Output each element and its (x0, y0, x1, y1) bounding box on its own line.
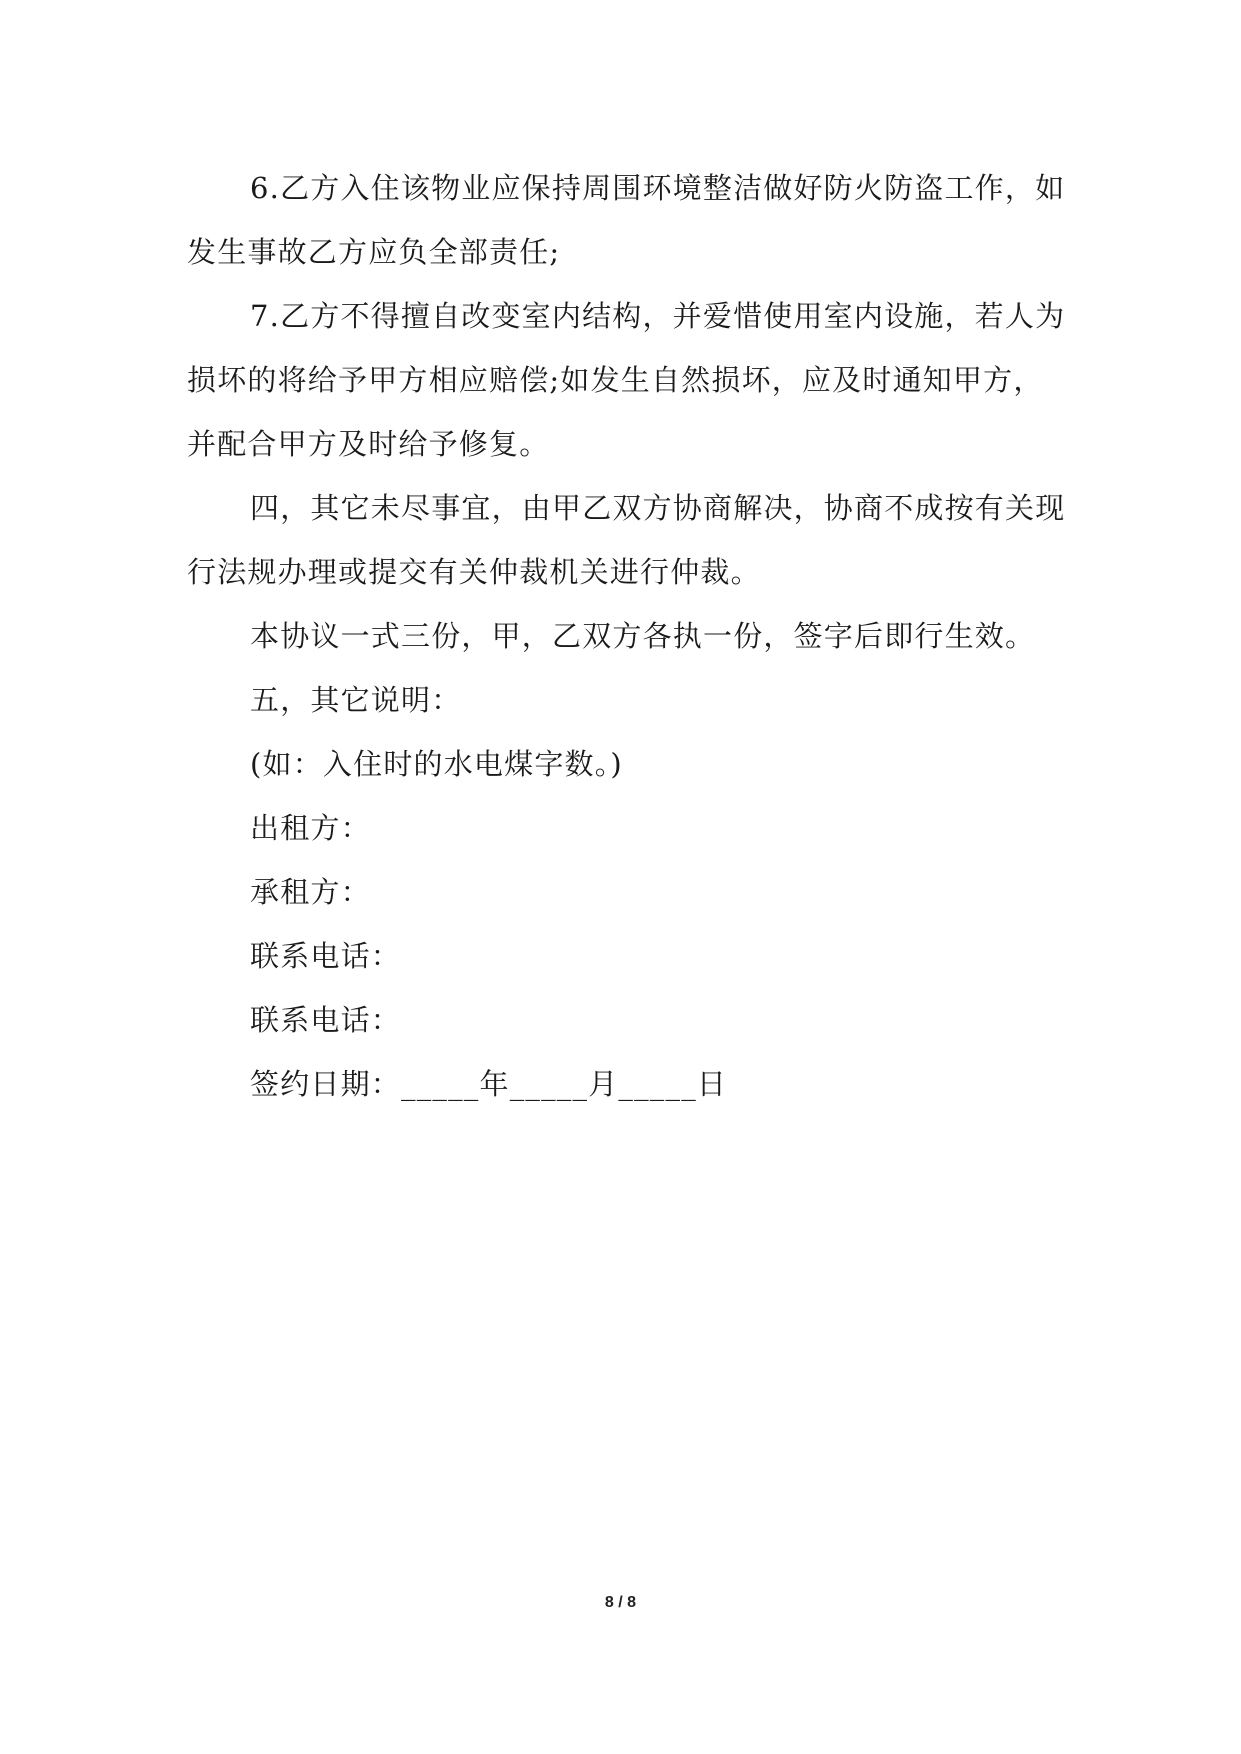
clause-6: 6.乙方入住该物业应保持周围环境整洁做好防火防盗工作，如发生事故乙方应负全部责任; (187, 171, 1066, 269)
lessor-phone-line: 联系电话： (250, 939, 402, 973)
document-body (187, 156, 1067, 1116)
lessor-signature-line: 出租方： (250, 811, 371, 845)
clause-7: 7.乙方不得擅自改变室内结构，并爱惜使用室内设施，若人为损坏的将给予甲方相应赔偿;如发生自然损坏，应及时通知甲方，并配合甲方及时给予修复。 (187, 299, 1066, 461)
copies-statement: 本协议一式三份，甲，乙双方各执一份，签字后即行生效。 (250, 619, 1036, 653)
lessee-signature-line: 承租方： (250, 875, 371, 909)
section-5-other-notes: 五，其它说明： (250, 683, 462, 717)
page-number: 8 / 8 (604, 1594, 637, 1611)
section-4-other-matters: 四，其它未尽事宜，由甲乙双方协商解决，协商不成按有关现行法规办理或提交有关仲裁机关进行仲裁。 (187, 491, 1066, 589)
lessee-phone-line: 联系电话： (250, 1003, 402, 1037)
signing-date-line: 签约日期：_____年_____月_____日 (250, 1067, 728, 1101)
notes-example: (如：入住时的水电煤字数。) (250, 747, 623, 781)
